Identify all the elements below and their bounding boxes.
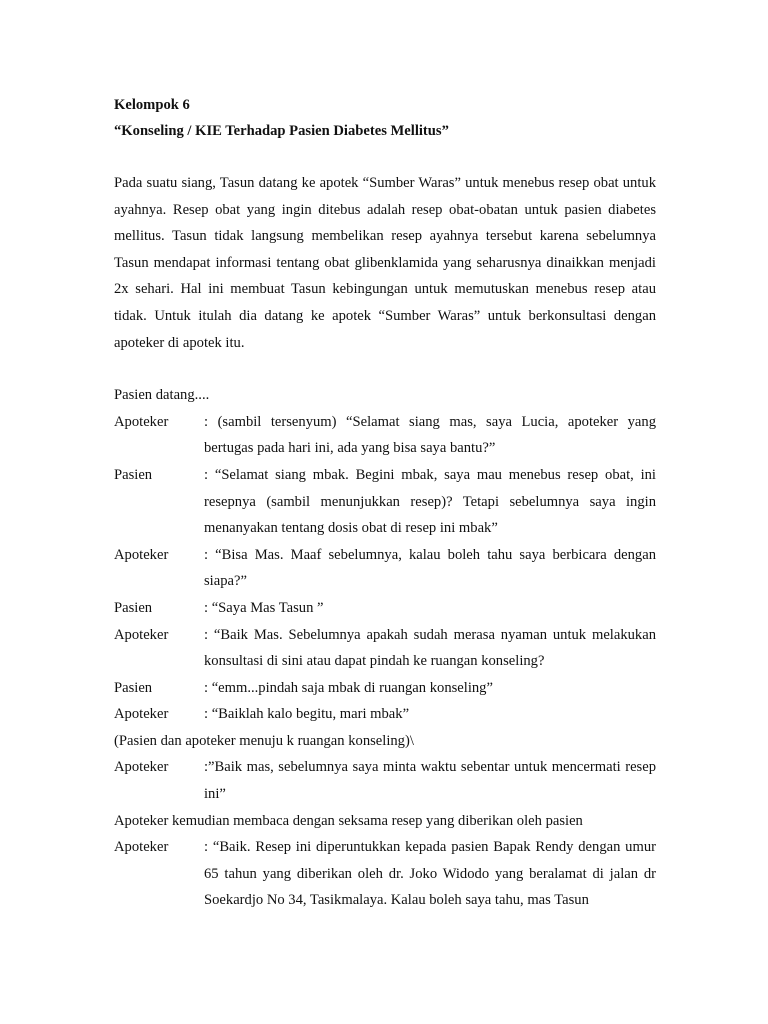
speech-text: : “Baik Mas. Sebelumnya apakah sudah merasa nyaman untuk melakukan konsultasi di sini atau dapat pindah ke ruangan konseling? (204, 626, 656, 670)
speech-text: : “Baiklah kalo begitu, mari mbak” (204, 706, 410, 723)
speaker-label: Apoteker (114, 759, 169, 776)
narration-line: (Pasien dan apoteker menuju k ruangan konseling)\ (114, 732, 414, 749)
group-heading: Kelompok 6 (114, 97, 190, 113)
dialog-row (114, 542, 656, 595)
dialog-row (114, 595, 656, 622)
dialog-row (114, 701, 656, 728)
speaker-label: Apoteker (114, 839, 169, 856)
intro-paragraph: Pada suatu siang, Tasun datang ke apotek “Sumber Waras” untuk menebus resep obat untuk ayahnya. Resep obat yang ingin ditebus adalah resep obat-obatan untuk pasien diabetes mellitus. Tasun tidak langsung membelikan resep ayahnya tersebut karena sebelumnya Tasun mendapat informasi tentang obat glibenklamida yang seharusnya dinaikkan menjadi 2x sehari. Hal ini membuat Tasun kebingungan untuk memutuskan menebus resep atau tidak. Untuk itulah dia datang ke apotek “Sumber Waras” untuk berkonsultasi dengan apoteker di apotek itu. (114, 175, 656, 351)
dialog-row (114, 409, 656, 462)
dialog-row (114, 834, 656, 914)
speech-text: : “Selamat siang mbak. Begini mbak, saya mau menebus resep obat, ini resepnya (sambil menunjukkan resep)? Tetapi sebelumnya saya ingin menanyakan tentang dosis obat di resep ini mbak” (204, 466, 656, 537)
speech-text: :”Baik mas, sebelumnya saya minta waktu sebentar untuk mencermati resep ini” (204, 759, 656, 803)
dialog-row (114, 622, 656, 675)
dialog-row (114, 754, 656, 807)
spacer (114, 356, 656, 382)
patient-arrives-line: Pasien datang.... (114, 387, 210, 404)
speaker-label: Apoteker (114, 626, 169, 643)
speaker-label: Pasien (114, 599, 153, 616)
speech-text: : “Bisa Mas. Maaf sebelumnya, kalau boleh tahu saya berbicara dengan siapa?” (204, 546, 656, 590)
speech-text: : “Baik. Resep ini diperuntukkan kepada pasien Bapak Rendy dengan umur 65 tahun yang diberikan oleh dr. Joko Widodo yang beralamat di jalan dr Soekardjo No 34, Tasikmalaya. Kalau boleh saya tahu, mas Tasun (204, 839, 656, 909)
speaker-label: Pasien (114, 679, 153, 696)
speech-text: : (sambil tersenyum) “Selamat siang mas, saya Lucia, apoteker yang bertugas pada hari ini, ada yang bisa saya bantu?” (204, 413, 656, 457)
speech-text: : “emm...pindah saja mbak di ruangan konseling” (204, 679, 493, 696)
speaker-label: Pasien (114, 466, 153, 483)
document-title: “Konseling / KIE Terhadap Pasien Diabetes Mellitus” (114, 123, 449, 139)
speaker-label: Apoteker (114, 413, 169, 430)
speech-text: : “Saya Mas Tasun ” (204, 599, 324, 616)
dialog-row (114, 675, 656, 702)
narration-line: Apoteker kemudian membaca dengan seksama resep yang diberikan oleh pasien (114, 812, 583, 829)
dialog-row (114, 462, 656, 542)
document-body (114, 92, 656, 914)
speaker-label: Apoteker (114, 546, 169, 563)
speaker-label: Apoteker (114, 706, 169, 723)
